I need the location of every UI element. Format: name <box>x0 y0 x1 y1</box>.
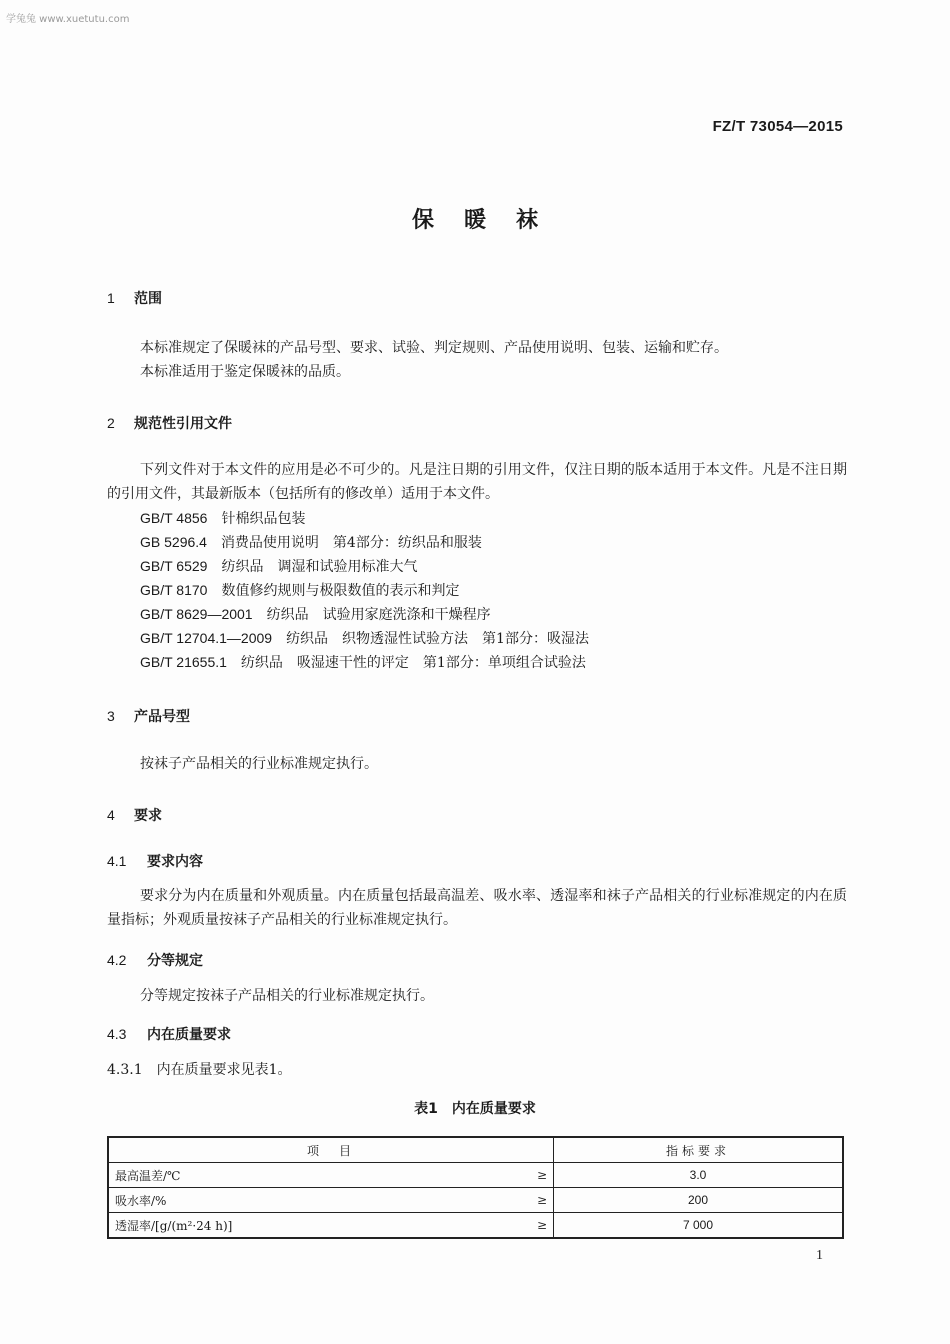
reference-code: GB/T 8629—2001 <box>140 606 253 622</box>
row-operator: ≥ <box>521 1163 554 1188</box>
column-header-item: 项 目 <box>108 1137 554 1163</box>
reference-title: 纺织品 试验用家庭洗涤和干燥程序 <box>266 607 491 623</box>
paragraph: 本标准规定了保暖袜的产品号型、要求、试验、判定规则、产品使用说明、包装、运输和贮存。 <box>140 340 728 356</box>
column-header-requirement: 指标要求 <box>554 1137 844 1163</box>
section-title: 范围 <box>134 291 162 307</box>
section-title: 产品号型 <box>134 709 190 725</box>
section-title: 分等规定 <box>147 953 203 969</box>
row-operator: ≥ <box>521 1213 554 1239</box>
section-number: 4.1 <box>107 853 127 869</box>
reference-item <box>140 604 491 624</box>
section-title: 要求 <box>134 808 162 824</box>
reference-code: GB 5296.4 <box>140 534 207 550</box>
reference-code: GB/T 6529 <box>140 558 208 574</box>
section-number: 2 <box>107 415 115 431</box>
table-caption: 表1 内在质量要求 <box>414 1101 536 1117</box>
row-item: 透湿率/[g/(m²·24 h)] <box>108 1213 521 1239</box>
reference-item <box>140 652 586 672</box>
section-number: 1 <box>107 290 115 306</box>
section-1-heading <box>107 288 162 308</box>
table-header-row <box>108 1137 843 1163</box>
reference-item <box>140 580 459 600</box>
row-item: 最高温差/℃ <box>108 1163 521 1188</box>
subsection-4-1-heading <box>107 851 203 871</box>
section-title: 规范性引用文件 <box>134 416 232 432</box>
paragraph: 本标准适用于鉴定保暖袜的品质。 <box>140 364 350 380</box>
row-operator: ≥ <box>521 1188 554 1213</box>
section-number: 3 <box>107 708 115 724</box>
row-value: 200 <box>554 1188 844 1213</box>
section-2-heading <box>107 413 232 433</box>
section-title: 内在质量要求 <box>147 1027 231 1043</box>
reference-title: 纺织品 织物透湿性试验方法 第1部分：吸湿法 <box>286 631 589 647</box>
reference-title: 纺织品 吸湿速干性的评定 第1部分：单项组合试验法 <box>240 655 586 671</box>
reference-code: GB/T 12704.1—2009 <box>140 630 273 646</box>
row-value: 3.0 <box>554 1163 844 1188</box>
standard-number: FZ/T 73054—2015 <box>712 118 843 135</box>
paragraph: 按袜子产品相关的行业标准规定执行。 <box>140 756 378 772</box>
subsection-4-3-heading <box>107 1024 231 1044</box>
reference-title: 针棉织品包装 <box>221 511 306 527</box>
section-number: 4.3 <box>107 1026 127 1042</box>
reference-item <box>140 628 589 648</box>
reference-item <box>140 508 305 528</box>
reference-title: 消费品使用说明 第4部分：纺织品和服装 <box>220 535 482 551</box>
section-title: 要求内容 <box>147 854 203 870</box>
reference-code: GB/T 4856 <box>140 510 208 526</box>
table-row <box>108 1163 843 1188</box>
clause-4-3-1: 4.3.1 内在质量要求见表1。 <box>107 1062 292 1078</box>
section-number: 4 <box>107 807 115 823</box>
paragraph: 要求分为内在质量和外观质量。内在质量包括最高温差、吸水率、透湿率和袜子产品相关的行业标准规定的内在质量指标；外观质量按袜子产品相关的行业标准规定执行。 <box>107 888 847 928</box>
row-item: 吸水率/% <box>108 1188 521 1213</box>
reference-title: 纺织品 调湿和试验用标准大气 <box>221 559 418 575</box>
reference-title: 数值修约规则与极限数值的表示和判定 <box>221 583 460 599</box>
section-4-heading <box>107 805 162 825</box>
paragraph: 下列文件对于本文件的应用是必不可少的。凡是注日期的引用文件，仅注日期的版本适用于本文件。凡是不注日期的引用文件，其最新版本（包括所有的修改单）适用于本文件。 <box>107 462 847 502</box>
reference-code: GB/T 8170 <box>140 582 208 598</box>
reference-item <box>140 556 417 576</box>
reference-item <box>140 532 482 552</box>
section-number: 4.2 <box>107 952 127 968</box>
table-row <box>108 1213 843 1239</box>
watermark: 学兔兔 www.xuetutu.com <box>6 14 130 25</box>
table-row <box>108 1188 843 1213</box>
page-number: 1 <box>816 1248 823 1263</box>
row-value: 7 000 <box>554 1213 844 1239</box>
section-3-heading <box>107 706 190 726</box>
document-title: 保暖袜 <box>411 208 568 233</box>
reference-code: GB/T 21655.1 <box>140 654 227 670</box>
paragraph: 分等规定按袜子产品相关的行业标准规定执行。 <box>140 988 434 1004</box>
quality-requirements-table <box>107 1136 844 1239</box>
subsection-4-2-heading <box>107 950 203 970</box>
